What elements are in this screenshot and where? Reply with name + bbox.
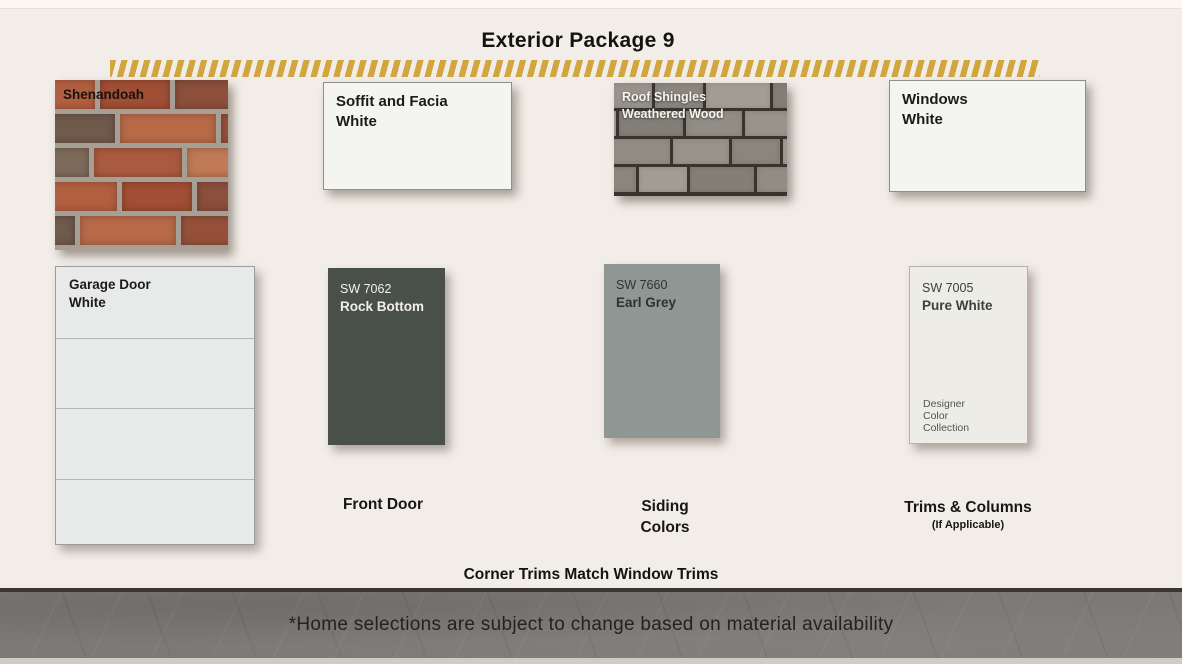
soffit-label-line2: White bbox=[336, 113, 377, 130]
trims-paint-code: SW 7005 bbox=[922, 281, 974, 295]
designer-collection-label: Designer Color Collection bbox=[923, 398, 970, 434]
page-title: Exterior Package 9 bbox=[481, 29, 675, 52]
stone-footer-band bbox=[0, 592, 1182, 658]
disclaimer-text: *Home selections are subject to change based on material availability bbox=[288, 614, 894, 635]
shingles-label-line1: Roof Shingles bbox=[622, 90, 707, 104]
brick-swatch-photo bbox=[55, 80, 228, 250]
garage-panel-divider bbox=[56, 338, 254, 339]
siding-paint-code: SW 7660 bbox=[616, 278, 668, 292]
garage-panel-divider bbox=[56, 479, 254, 480]
garage-door-label bbox=[69, 276, 151, 312]
front-door-paint-code: SW 7062 bbox=[340, 282, 392, 296]
soffit-label-line1: Soffit and Facia bbox=[336, 93, 448, 110]
roof-shingles-photo bbox=[614, 83, 787, 196]
windows-card bbox=[889, 80, 1086, 192]
brick-label: Shenandoah bbox=[63, 87, 145, 102]
caption-siding: Siding Colors bbox=[640, 498, 690, 536]
garage-label-line2: White bbox=[69, 295, 106, 310]
gold-striped-ribbon bbox=[110, 60, 1040, 77]
front-door-paint-name: Rock Bottom bbox=[340, 299, 424, 314]
windows-label-line1: Windows bbox=[902, 91, 968, 108]
shingles-label bbox=[622, 89, 724, 123]
caption-trims: Trims & Columns (If Applicable) bbox=[868, 497, 1068, 532]
windows-label-line2: White bbox=[902, 111, 943, 128]
bottom-strip bbox=[0, 658, 1182, 664]
trims-paint-name: Pure White bbox=[922, 298, 993, 313]
garage-panel-divider bbox=[56, 408, 254, 409]
caption-trims-sub: (If Applicable) bbox=[931, 519, 1005, 531]
caption-front-door: Front Door bbox=[342, 496, 424, 513]
corner-trims-note: Corner Trims Match Window Trims bbox=[463, 566, 719, 583]
garage-door-swatch bbox=[55, 266, 255, 545]
front-door-paint-chip bbox=[328, 268, 445, 445]
garage-label-line1: Garage Door bbox=[69, 277, 151, 292]
siding-paint-chip bbox=[604, 264, 720, 438]
siding-paint-name: Earl Grey bbox=[616, 295, 677, 310]
shingles-label-line2: Weathered Wood bbox=[622, 107, 724, 121]
soffit-facia-card bbox=[323, 82, 512, 190]
trims-paint-chip bbox=[909, 266, 1028, 444]
top-strip bbox=[0, 0, 1182, 9]
